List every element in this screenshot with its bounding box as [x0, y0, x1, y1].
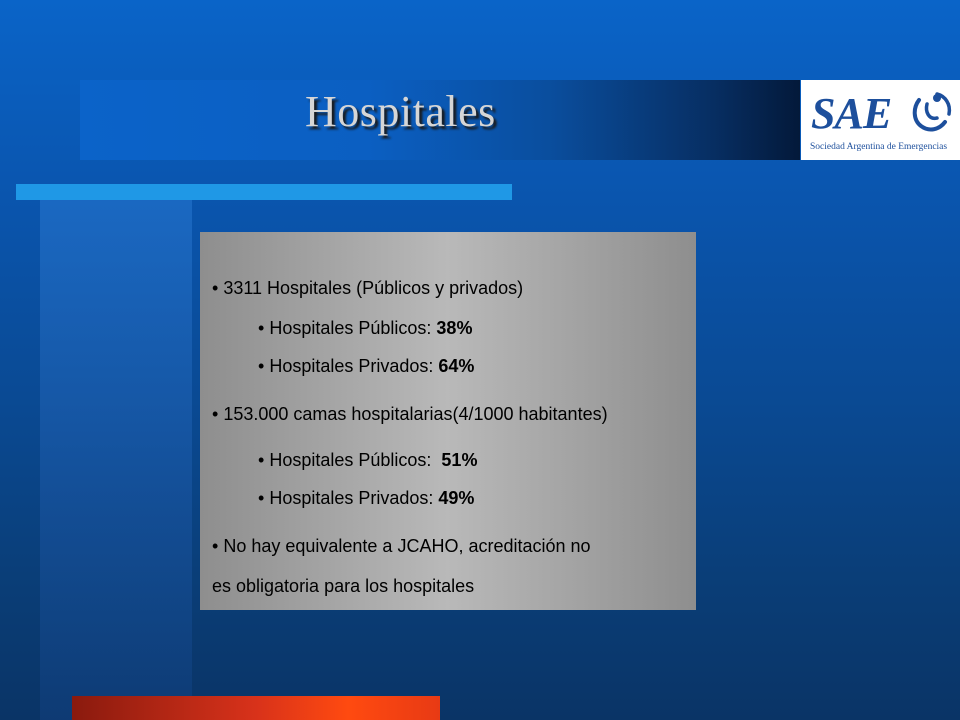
bullet-accreditation: [212, 536, 591, 557]
bullet-value: 64%: [438, 356, 475, 376]
left-column-decoration: [40, 200, 192, 720]
accent-bar: [16, 184, 512, 200]
bullet-glyph: •: [212, 536, 219, 556]
bullet-label: Hospitales Públicos:: [269, 450, 442, 470]
bullet-glyph: •: [258, 450, 265, 470]
content-box: [200, 232, 696, 610]
bullet-label: Hospitales Privados:: [269, 488, 439, 508]
bullet-value: 38%: [436, 318, 473, 338]
bullet-hospital-beds: [212, 404, 608, 425]
sae-logo: [801, 80, 960, 160]
logo-text: SAE: [811, 89, 892, 138]
bullet-label: Hospitales Privados:: [269, 356, 439, 376]
bullet-text: 153.000 camas hospitalarias(4/1000 habitantes): [223, 404, 608, 424]
bullet-value: 49%: [438, 488, 475, 508]
red-accent-bar: [72, 696, 440, 720]
bullet-value: 51%: [441, 450, 478, 470]
logo-swirl-icon: [909, 86, 955, 136]
slide-title: Hospitales: [305, 87, 496, 136]
bullet-glyph: •: [258, 356, 265, 376]
sub-bullet-public-hospitals: [258, 318, 472, 339]
bullet-hospitals-total: [212, 278, 523, 299]
sub-bullet-private-hospitals: [258, 356, 474, 377]
bullet-text: 3311 Hospitales (Públicos y privados): [223, 278, 524, 298]
sub-bullet-private-beds: [258, 488, 474, 509]
bullet-text: es obligatoria para los hospitales: [212, 576, 475, 596]
bullet-label: Hospitales Públicos:: [269, 318, 437, 338]
bullet-glyph: •: [212, 404, 219, 424]
bullet-text: No hay equivalente a JCAHO, acreditación no: [223, 536, 591, 556]
logo-caption: Sociedad Argentina de Emergencias: [810, 142, 948, 152]
bullet-glyph: •: [258, 488, 265, 508]
bullet-glyph: •: [212, 278, 219, 298]
bullet-glyph: •: [258, 318, 265, 338]
bullet-accreditation-continued: [212, 576, 474, 597]
sub-bullet-public-beds: [258, 450, 477, 471]
